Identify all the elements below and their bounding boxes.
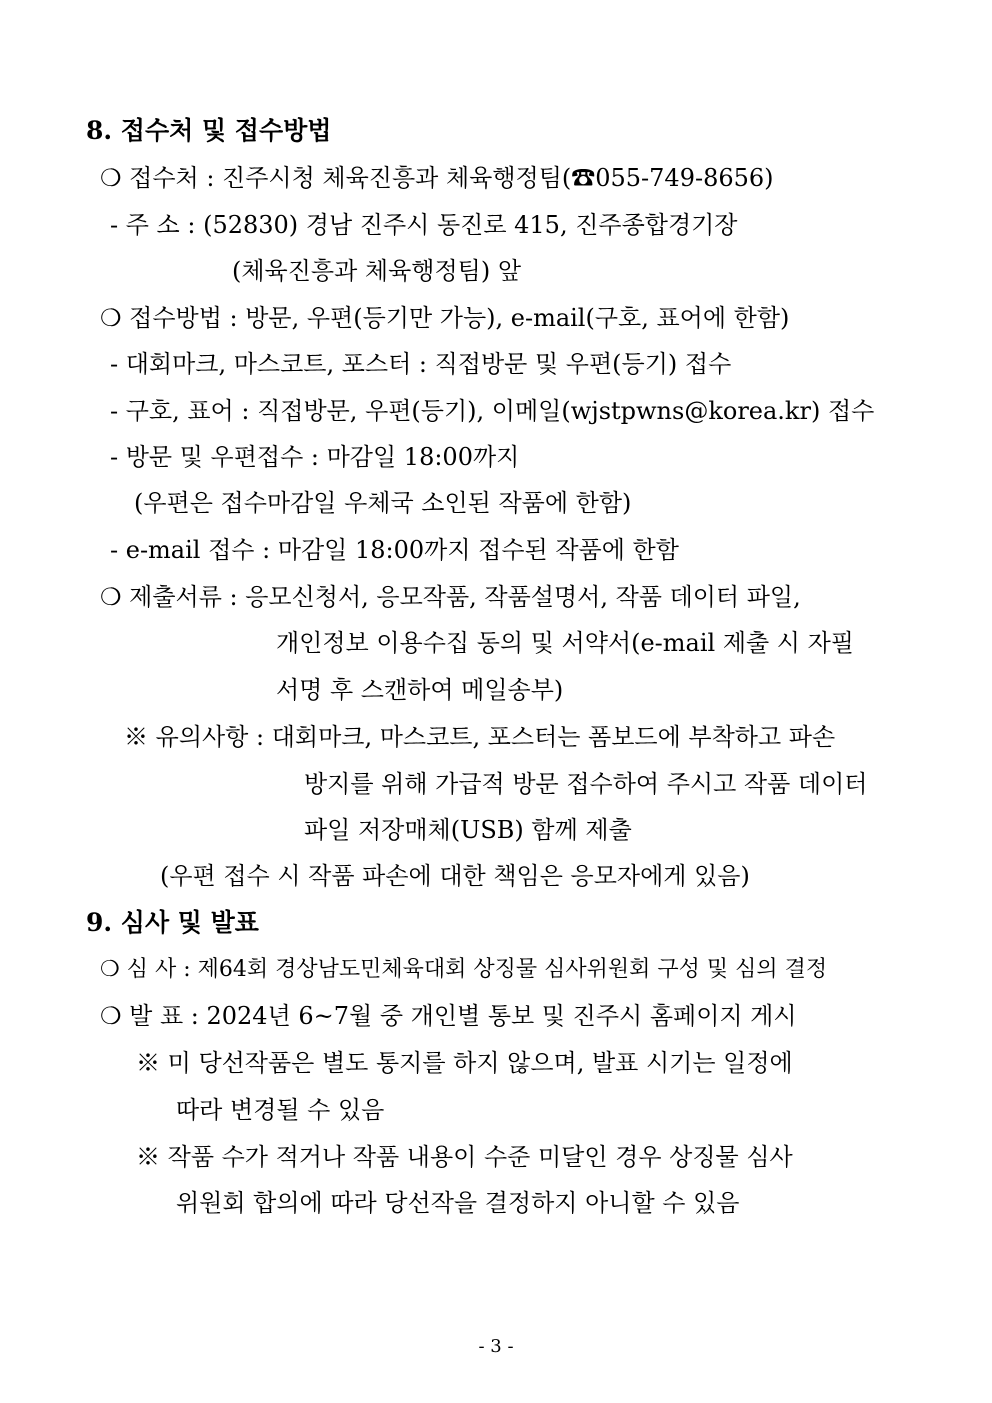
- method-item: - 방문 및 우편접수 : 마감일 18:00까지: [110, 443, 520, 471]
- caution-line-continued: 파일 저장매체(USB) 함께 제출: [304, 816, 632, 844]
- notice-line-continued: 따라 변경될 수 있음: [176, 1096, 385, 1124]
- address-line-continued: (체육진흥과 체육행정팀) 앞: [232, 257, 522, 285]
- reception-office-line: ❍ 접수처 : 진주시청 체육진흥과 체육행정팀(☎055-749-8656): [100, 164, 774, 192]
- documents-line: ❍ 제출서류 : 응모신청서, 응모작품, 작품설명서, 작품 데이터 파일,: [100, 583, 801, 611]
- method-item: - e-mail 접수 : 마감일 18:00까지 접수된 작품에 한함: [110, 536, 679, 564]
- section9-heading: 9. 심사 및 발표: [86, 908, 259, 937]
- notice-line: ※ 작품 수가 적거나 작품 내용이 수준 미달인 경우 상징물 심사: [136, 1143, 793, 1171]
- caution-line-continued: 방지를 위해 가급적 방문 접수하여 주시고 작품 데이터: [304, 770, 868, 798]
- address-line: - 주 소 : (52830) 경남 진주시 동진로 415, 진주종합경기장: [110, 211, 738, 239]
- documents-line-continued: 서명 후 스캔하여 메일송부): [276, 676, 564, 704]
- section8-heading: 8. 접수처 및 접수방법: [86, 116, 332, 145]
- method-item: - 구호, 표어 : 직접방문, 우편(등기), 이메일(wjstpwns@korea.kr) 접수: [110, 397, 875, 425]
- notice-line-continued: 위원회 합의에 따라 당선작을 결정하지 아니할 수 있음: [176, 1189, 740, 1217]
- review-line: ❍ 심 사 : 제64회 경상남도민체육대회 상징물 심사위원회 구성 및 심의 결정: [100, 957, 828, 982]
- notice-line: ※ 미 당선작품은 별도 통지를 하지 않으며, 발표 시기는 일정에: [136, 1049, 793, 1077]
- method-item: - 대회마크, 마스코트, 포스터 : 직접방문 및 우편(등기) 접수: [110, 350, 732, 378]
- method-item-note: (우편은 접수마감일 우체국 소인된 작품에 한함): [134, 489, 632, 517]
- caution-line: ※ 유의사항 : 대회마크, 마스코트, 포스터는 폼보드에 부착하고 파손: [124, 723, 836, 751]
- reception-method-line: ❍ 접수방법 : 방문, 우편(등기만 가능), e-mail(구호, 표어에 한함): [100, 304, 790, 332]
- page-number: - 3 -: [478, 1336, 514, 1357]
- documents-line-continued: 개인정보 이용수집 동의 및 서약서(e-mail 제출 시 자필: [276, 629, 854, 657]
- announcement-line: ❍ 발 표 : 2024년 6~7월 중 개인별 통보 및 진주시 홈페이지 게시: [100, 1002, 797, 1030]
- caution-note: (우편 접수 시 작품 파손에 대한 책임은 응모자에게 있음): [160, 862, 750, 890]
